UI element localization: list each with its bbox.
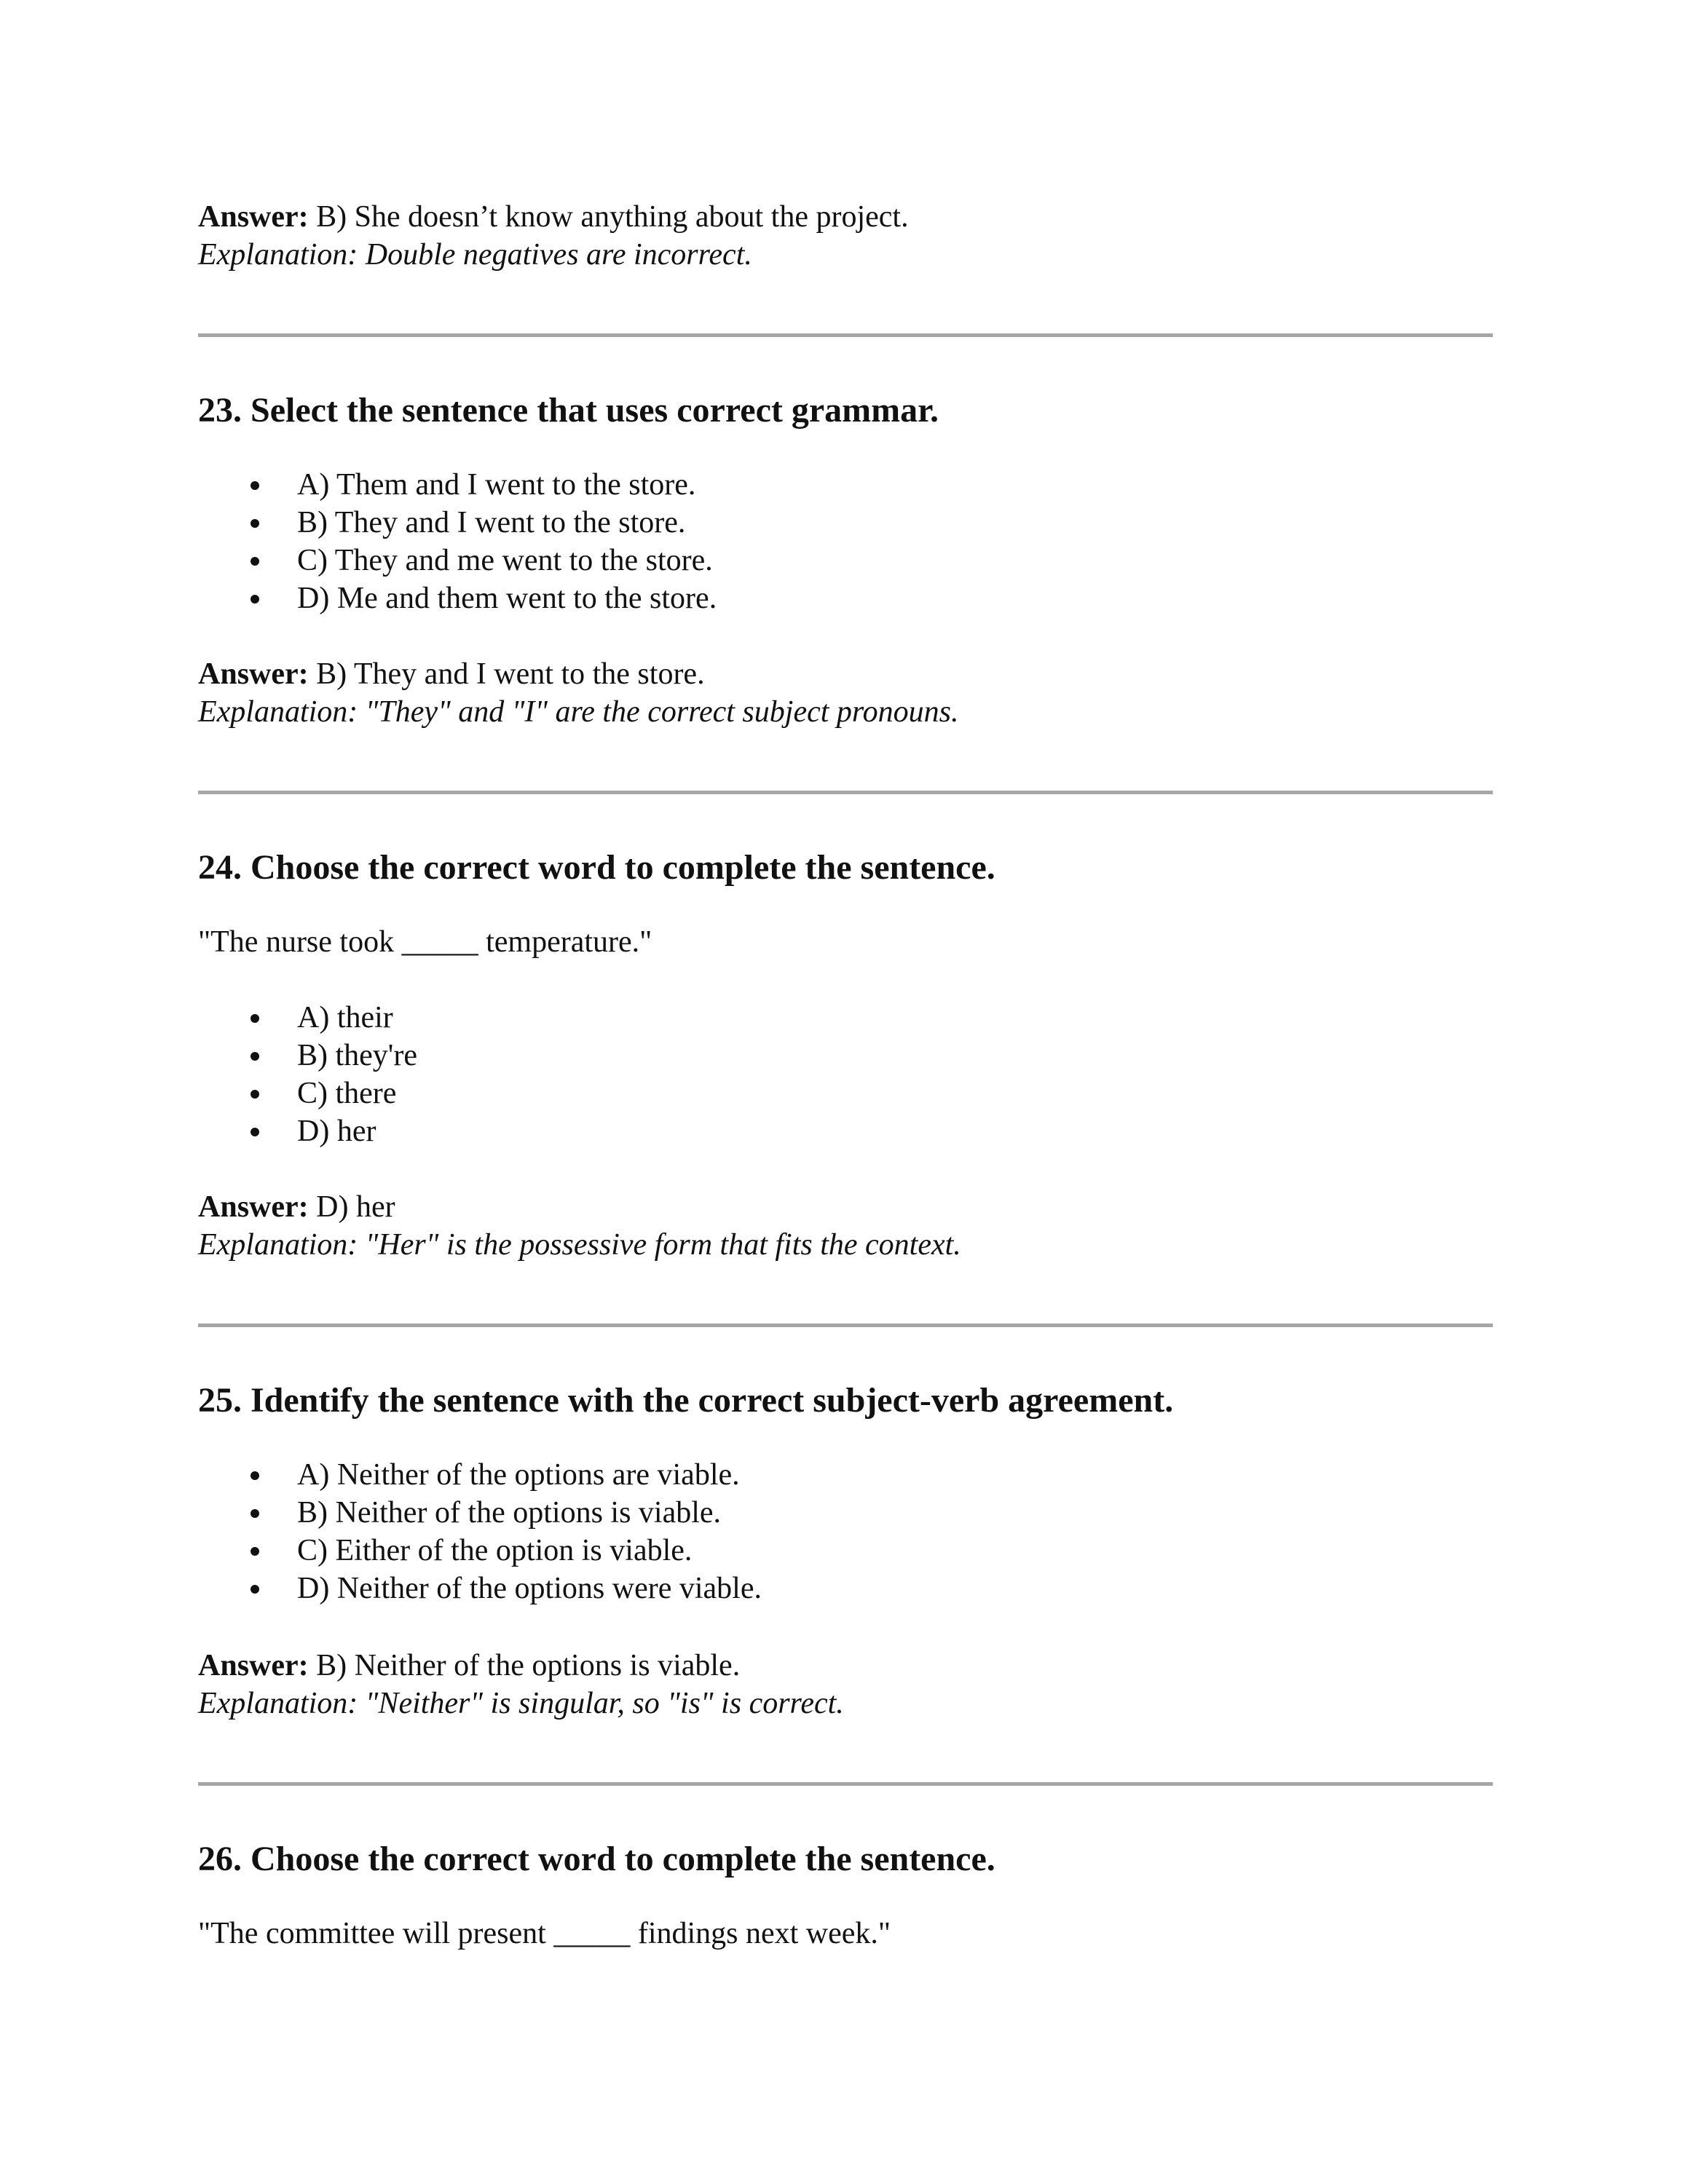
answer-label: Answer:	[198, 200, 309, 234]
q24-option-d: D) her	[198, 1112, 1493, 1150]
bullet-icon	[251, 1471, 259, 1480]
q26-prompt: "The committee will present _____ findings next week."	[198, 1917, 891, 1950]
q22-answer	[198, 198, 1493, 236]
bullet-icon	[251, 1509, 259, 1518]
q25-answer-section	[198, 1647, 1493, 1722]
q24-title: 24. Choose the correct word to complete the sentence.	[198, 848, 995, 887]
divider	[198, 1782, 1493, 1786]
q23-explanation: Explanation: "They" and "I" are the correct subject pronouns.	[198, 695, 959, 729]
q24-options	[198, 999, 1493, 1150]
q25-section	[198, 1379, 1493, 1423]
q23-answer	[198, 655, 1493, 693]
q23-answer-section	[198, 655, 1493, 731]
q24-explanation: Explanation: "Her" is the possessive form that fits the context.	[198, 1228, 961, 1262]
q23-options	[198, 466, 1493, 617]
q25-option-a: A) Neither of the options are viable.	[198, 1456, 1493, 1494]
bullet-icon	[251, 1090, 259, 1099]
q23-option-d: D) Me and them went to the store.	[198, 579, 1493, 617]
divider	[198, 333, 1493, 337]
answer-label: Answer:	[198, 1649, 309, 1682]
q25-option-b: B) Neither of the options is viable.	[198, 1494, 1493, 1532]
q22-explanation: Explanation: Double negatives are incorrect.	[198, 238, 752, 272]
answer-label: Answer:	[198, 657, 309, 691]
q26-section	[198, 1837, 1493, 1881]
q26-title: 26. Choose the correct word to complete the sentence.	[198, 1840, 995, 1878]
q23-answer-text: B) They and I went to the store.	[316, 657, 705, 691]
q24-option-c: C) there	[198, 1075, 1493, 1112]
q25-answer	[198, 1647, 1493, 1685]
bullet-icon	[251, 481, 259, 490]
q23-option-b: B) They and I went to the store.	[198, 504, 1493, 542]
bullet-icon	[251, 1547, 259, 1556]
bullet-icon	[251, 1052, 259, 1061]
bullet-icon	[251, 1014, 259, 1023]
bullet-icon	[251, 557, 259, 566]
q24-option-a: A) their	[198, 999, 1493, 1037]
document-page	[198, 0, 1493, 2184]
bullet-icon	[251, 1128, 259, 1136]
q23-title: 23. Select the sentence that uses correct grammar.	[198, 391, 939, 430]
divider	[198, 791, 1493, 794]
q23-option-a: A) Them and I went to the store.	[198, 466, 1493, 504]
q25-title: 25. Identify the sentence with the correct subject-verb agreement.	[198, 1381, 1174, 1420]
q25-answer-text: B) Neither of the options is viable.	[316, 1649, 741, 1682]
q22-answer-section	[198, 198, 1493, 274]
q24-answer	[198, 1188, 1493, 1226]
q22-answer-text: B) She doesn’t know anything about the project.	[316, 200, 909, 234]
q25-option-d: D) Neither of the options were viable.	[198, 1570, 1493, 1607]
bullet-icon	[251, 595, 259, 604]
divider	[198, 1324, 1493, 1327]
q24-prompt: "The nurse took _____ temperature."	[198, 925, 652, 959]
bullet-icon	[251, 519, 259, 528]
q23-section	[198, 389, 1493, 432]
q24-answer-section	[198, 1188, 1493, 1264]
q24-section	[198, 846, 1493, 890]
q25-explanation: Explanation: "Neither" is singular, so "is" is correct.	[198, 1687, 844, 1720]
q24-answer-text: D) her	[316, 1190, 395, 1224]
bullet-icon	[251, 1585, 259, 1594]
answer-label: Answer:	[198, 1190, 309, 1224]
q24-prompt-section	[198, 923, 1493, 961]
q23-option-c: C) They and me went to the store.	[198, 542, 1493, 579]
q25-option-c: C) Either of the option is viable.	[198, 1532, 1493, 1570]
q26-prompt-section	[198, 1915, 1493, 1952]
q25-options	[198, 1456, 1493, 1607]
q24-option-b: B) they're	[198, 1037, 1493, 1075]
